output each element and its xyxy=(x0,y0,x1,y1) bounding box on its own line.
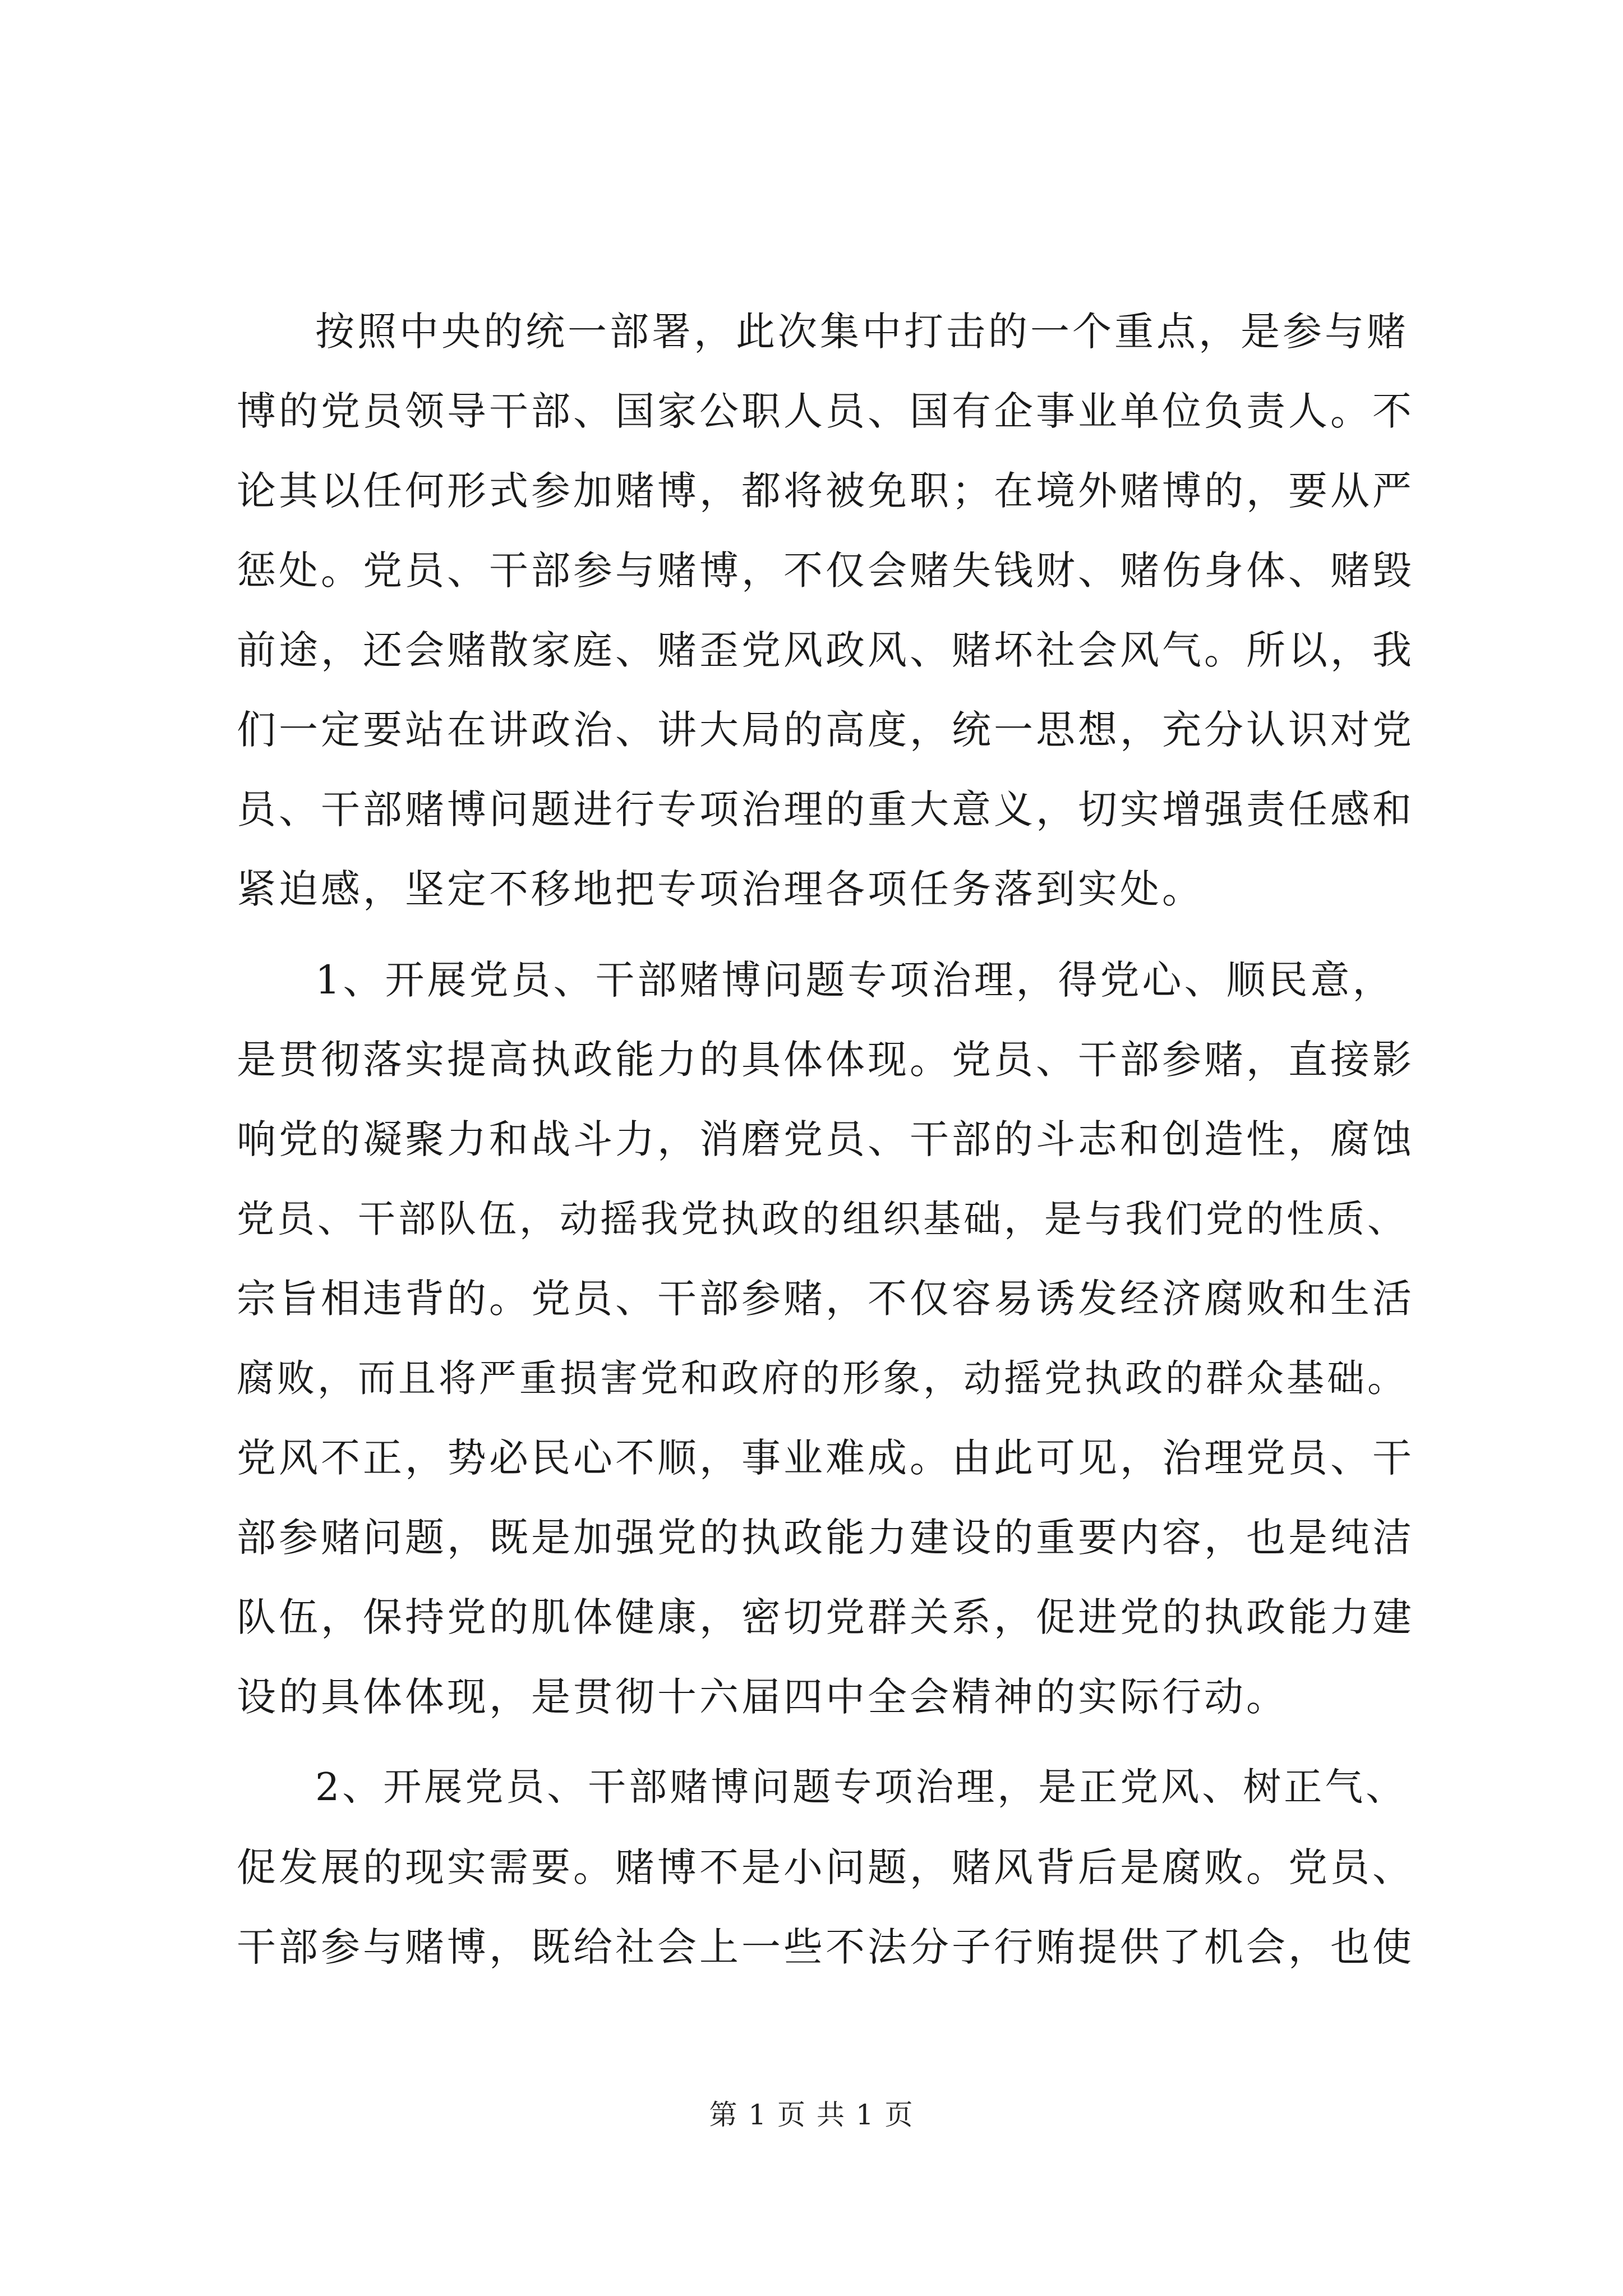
paragraph-2-line-3: 响党的凝聚力和战斗力，消磨党员、干部的斗志和创造性，腐蚀 xyxy=(237,1116,1414,1162)
paragraph-2-line-2: 是贯彻落实提高执政能力的具体体现。党员、干部参赌，直接影 xyxy=(237,1037,1414,1083)
paragraph-1-line-2: 博的党员领导干部、国家公职人员、国有企事业单位负责人。不 xyxy=(237,388,1414,434)
paragraph-2-line-10: 设的具体体现，是贯彻十六届四中全会精神的实际行动。 xyxy=(237,1674,1288,1720)
paragraph-2-line-5: 宗旨相违背的。党员、干部参赌，不仅容易诱发经济腐败和生活 xyxy=(237,1276,1414,1322)
paragraph-1-line-4: 惩处。党员、干部参与赌博，不仅会赌失钱财、赌伤身体、赌毁 xyxy=(237,547,1414,593)
paragraph-2-line-6: 腐败，而且将严重损害党和政府的形象，动摇党执政的群众基础。 xyxy=(237,1356,1408,1400)
paragraph-1-line-5: 前途，还会赌散家庭、赌歪党风政风、赌坏社会风气。所以，我 xyxy=(237,627,1414,673)
paragraph-2-line-8: 部参赌问题，既是加强党的执政能力建设的重要内容，也是纯洁 xyxy=(237,1515,1414,1561)
paragraph-1-line-1: 按照中央的统一部署，此次集中打击的一个重点，是参与赌 xyxy=(315,309,1409,355)
paragraph-1-line-8: 紧迫感，坚定不移地把专项治理各项任务落到实处。 xyxy=(237,866,1204,912)
paragraph-3-line-3: 干部参与赌博，既给社会上一些不法分子行贿提供了机会，也使 xyxy=(237,1924,1414,1970)
paragraph-2-line-9: 队伍，保持党的肌体健康，密切党群关系，促进党的执政能力建 xyxy=(237,1594,1414,1640)
paragraph-3-line-2: 促发展的现实需要。赌博不是小问题，赌风背后是腐败。党员、 xyxy=(237,1844,1414,1890)
page-footer: 第 1 页 共 1 页 xyxy=(709,2099,914,2131)
paragraph-1-line-7: 员、干部赌博问题进行专项治理的重大意义，切实增强责任感和 xyxy=(237,786,1414,832)
paragraph-2-line-7: 党风不正，势必民心不顺，事业难成。由此可见，治理党员、干 xyxy=(237,1435,1414,1481)
document-body xyxy=(237,292,1420,1987)
paragraph-2-line-1: 1、开展党员、干部赌博问题专项治理，得党心、顺民意， xyxy=(315,957,1395,1003)
paragraph-1-line-6: 们一定要站在讲政治、讲大局的高度，统一思想，充分认识对党 xyxy=(237,707,1414,753)
paragraph-3-line-1: 2、开展党员、干部赌博问题专项治理，是正党风、树正气、 xyxy=(315,1765,1407,1810)
paragraph-1-line-3: 论其以任何形式参加赌博，都将被免职；在境外赌博的，要从严 xyxy=(237,468,1414,514)
paragraph-2-line-4: 党员、干部队伍，动摇我党执政的组织基础，是与我们党的性质、 xyxy=(237,1197,1408,1241)
